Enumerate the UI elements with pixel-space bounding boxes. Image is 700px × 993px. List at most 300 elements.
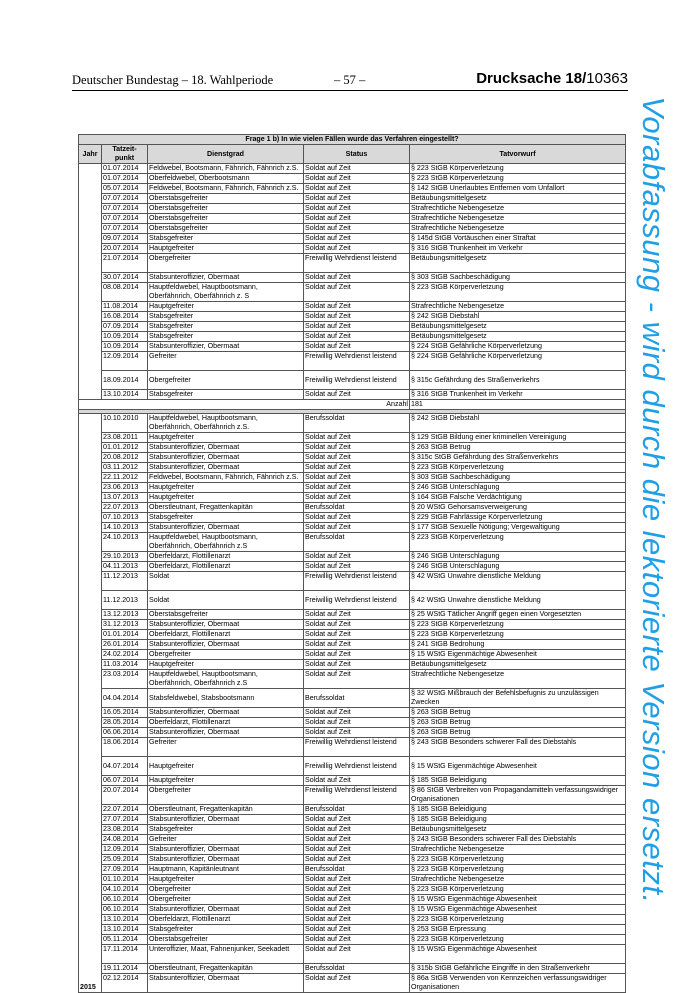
table-row xyxy=(79,915,626,925)
tatzeitpunkt-cell: 10.09.2014 xyxy=(102,332,148,342)
tatzeitpunkt-cell: 01.07.2014 xyxy=(102,164,148,174)
status-cell: Soldat auf Zeit xyxy=(304,194,410,204)
status-cell: Soldat auf Zeit xyxy=(304,610,410,620)
dienstgrad-cell: Hauptmann, Kapitänleutnant xyxy=(148,865,304,875)
status-cell: Soldat auf Zeit xyxy=(304,493,410,503)
tatvorwurf-cell: § 223 StGB Körperverletzung xyxy=(410,915,626,925)
results-table xyxy=(78,134,626,993)
tatzeitpunkt-cell: 31.12.2013 xyxy=(102,620,148,630)
table-row xyxy=(79,728,626,738)
table-row xyxy=(79,689,626,708)
dienstgrad-cell: Stabsunteroffizier, Obermaat xyxy=(148,728,304,738)
dienstgrad-cell: Oberfeldwebel, Oberbootsmann xyxy=(148,174,304,184)
tatzeitpunkt-cell: 11.08.2014 xyxy=(102,302,148,312)
tatvorwurf-cell: § 32 WStG Mißbrauch der Befehlsbefugnis zu unzulässigen Zwecken xyxy=(410,689,626,708)
tatzeitpunkt-cell: 22.07.2014 xyxy=(102,805,148,815)
tatvorwurf-cell: Betäubungsmittelgesetz xyxy=(410,660,626,670)
year-cell xyxy=(79,164,102,400)
table-row xyxy=(79,945,626,964)
status-cell: Soldat auf Zeit xyxy=(304,895,410,905)
dienstgrad-cell: Stabsgefreiter xyxy=(148,312,304,322)
tatzeitpunkt-cell: 16.08.2014 xyxy=(102,312,148,322)
sum-label: Anzahl xyxy=(79,400,410,410)
table-row xyxy=(79,708,626,718)
table-row xyxy=(79,776,626,786)
tatvorwurf-cell: § 242 StGB Diebstahl xyxy=(410,312,626,322)
tatzeitpunkt-cell: 01.01.2014 xyxy=(102,630,148,640)
dienstgrad-cell: Hauptgefreiter xyxy=(148,757,304,776)
dienstgrad-cell: Soldat xyxy=(148,591,304,610)
status-cell: Soldat auf Zeit xyxy=(304,670,410,689)
tatzeitpunkt-cell: 13.12.2013 xyxy=(102,610,148,620)
status-cell: Freiwillig Wehrdienst leistend xyxy=(304,738,410,757)
status-cell: Soldat auf Zeit xyxy=(304,620,410,630)
dienstgrad-cell: Oberfeldarzt, Flottillenarzt xyxy=(148,915,304,925)
status-cell: Soldat auf Zeit xyxy=(304,552,410,562)
dienstgrad-cell: Hauptgefreiter xyxy=(148,244,304,254)
status-cell: Soldat auf Zeit xyxy=(304,630,410,640)
table-row xyxy=(79,483,626,493)
dienstgrad-cell: Feldwebel, Bootsmann, Fähnrich, Fähnrich z.S. xyxy=(148,473,304,483)
table-row xyxy=(79,283,626,302)
table-row xyxy=(79,591,626,610)
tatzeitpunkt-cell: 13.10.2014 xyxy=(102,915,148,925)
tatvorwurf-cell: Strafrechtliche Nebengesetze xyxy=(410,204,626,214)
doc-label: Drucksache 18/ xyxy=(476,70,587,87)
tatzeitpunkt-cell: 30.07.2014 xyxy=(102,273,148,283)
dienstgrad-cell: Hauptgefreiter xyxy=(148,493,304,503)
tatvorwurf-cell: § 263 StGB Betrug xyxy=(410,718,626,728)
dienstgrad-cell: Oberstabsgefreiter xyxy=(148,214,304,224)
status-cell: Freiwillig Wehrdienst leistend xyxy=(304,352,410,371)
tatzeitpunkt-cell: 12.09.2014 xyxy=(102,845,148,855)
tatvorwurf-cell: § 129 StGB Bildung einer kriminellen Vereinigung xyxy=(410,433,626,443)
tatvorwurf-cell: Strafrechtliche Nebengesetze xyxy=(410,845,626,855)
table-title: Frage 1 b) In wie vielen Fällen wurde das Verfahren eingestellt? xyxy=(79,135,626,145)
tatvorwurf-cell: § 263 StGB Betrug xyxy=(410,728,626,738)
dienstgrad-cell: Stabsunteroffizier, Obermaat xyxy=(148,640,304,650)
tatzeitpunkt-cell: 04.07.2014 xyxy=(102,757,148,776)
tatvorwurf-cell: § 303 StGB Sachbeschädigung xyxy=(410,273,626,283)
status-cell: Berufssoldat xyxy=(304,964,410,974)
tatvorwurf-cell: § 145d StGB Vortäuschen einer Straftat xyxy=(410,234,626,244)
status-cell: Soldat auf Zeit xyxy=(304,915,410,925)
status-cell: Soldat auf Zeit xyxy=(304,214,410,224)
tatvorwurf-cell: § 241 StGB Bedrohung xyxy=(410,640,626,650)
table-row xyxy=(79,905,626,915)
tatvorwurf-cell: § 316 StGB Trunkenheit im Verkehr xyxy=(410,390,626,400)
table-row xyxy=(79,332,626,342)
table-row xyxy=(79,273,626,283)
dienstgrad-cell: Gefreiter xyxy=(148,835,304,845)
tatvorwurf-cell: § 223 StGB Körperverletzung xyxy=(410,630,626,640)
tatzeitpunkt-cell: 04.11.2013 xyxy=(102,562,148,572)
col-header-tatzeitpunkt: Tatzeit-punkt xyxy=(102,145,148,164)
tatzeitpunkt-cell: 04.04.2014 xyxy=(102,689,148,708)
dienstgrad-cell: Gefreiter xyxy=(148,738,304,757)
table-row xyxy=(79,371,626,390)
dienstgrad-cell: Stabsunteroffizier, Obermaat xyxy=(148,815,304,825)
table-row xyxy=(79,503,626,513)
table-row xyxy=(79,572,626,591)
tatvorwurf-cell: § 20 WStG Gehorsamsverweigerung xyxy=(410,503,626,513)
tatzeitpunkt-cell: 23.03.2014 xyxy=(102,670,148,689)
table-row xyxy=(79,935,626,945)
status-cell: Soldat auf Zeit xyxy=(304,332,410,342)
dienstgrad-cell: Oberstabsgefreiter xyxy=(148,610,304,620)
tatvorwurf-cell: § 15 WStG Eigenmächtige Abwesenheit xyxy=(410,757,626,776)
table-row xyxy=(79,493,626,503)
dienstgrad-cell: Hauptgefreiter xyxy=(148,483,304,493)
status-cell: Soldat auf Zeit xyxy=(304,776,410,786)
table-row xyxy=(79,885,626,895)
tatzeitpunkt-cell: 06.07.2014 xyxy=(102,776,148,786)
table-row xyxy=(79,214,626,224)
tatvorwurf-cell: § 223 StGB Körperverletzung xyxy=(410,885,626,895)
tatzeitpunkt-cell: 26.01.2014 xyxy=(102,640,148,650)
table-row xyxy=(79,352,626,371)
status-cell: Soldat auf Zeit xyxy=(304,443,410,453)
tatzeitpunkt-cell: 23.06.2013 xyxy=(102,483,148,493)
status-cell: Soldat auf Zeit xyxy=(304,483,410,493)
tatzeitpunkt-cell: 21.07.2014 xyxy=(102,254,148,273)
status-cell: Soldat auf Zeit xyxy=(304,855,410,865)
status-cell: Soldat auf Zeit xyxy=(304,164,410,174)
tatzeitpunkt-cell: 06.06.2014 xyxy=(102,728,148,738)
tatzeitpunkt-cell: 20.07.2014 xyxy=(102,786,148,805)
table-row xyxy=(79,610,626,620)
tatzeitpunkt-cell: 18.06.2014 xyxy=(102,738,148,757)
status-cell: Soldat auf Zeit xyxy=(304,283,410,302)
tatzeitpunkt-cell: 01.07.2014 xyxy=(102,174,148,184)
tatvorwurf-cell: § 315c StGB Gefährdung des Straßenverkehrs xyxy=(410,453,626,463)
table-row xyxy=(79,875,626,885)
tatvorwurf-cell: § 177 StGB Sexuelle Nötigung; Vergewaltigung xyxy=(410,523,626,533)
table-row xyxy=(79,204,626,214)
table-row xyxy=(79,786,626,805)
status-cell: Soldat auf Zeit xyxy=(304,650,410,660)
dienstgrad-cell: Stabsfeldwebel, Stabsbootsmann xyxy=(148,689,304,708)
tatvorwurf-cell: § 15 WStG Eigenmächtige Abwesenheit xyxy=(410,945,626,964)
dienstgrad-cell: Oberstabsgefreiter xyxy=(148,204,304,214)
status-cell: Soldat auf Zeit xyxy=(304,463,410,473)
tatzeitpunkt-cell: 07.09.2014 xyxy=(102,322,148,332)
status-cell: Soldat auf Zeit xyxy=(304,875,410,885)
table-row xyxy=(79,312,626,322)
tatvorwurf-cell: § 224 StGB Gefährliche Körperverletzung xyxy=(410,342,626,352)
tatzeitpunkt-cell: 23.08.2011 xyxy=(102,433,148,443)
status-cell: Soldat auf Zeit xyxy=(304,513,410,523)
tatzeitpunkt-cell: 22.07.2013 xyxy=(102,503,148,513)
status-cell: Soldat auf Zeit xyxy=(304,718,410,728)
tatzeitpunkt-cell: 07.10.2013 xyxy=(102,513,148,523)
status-cell: Soldat auf Zeit xyxy=(304,244,410,254)
table-row xyxy=(79,630,626,640)
tatvorwurf-cell: § 223 StGB Körperverletzung xyxy=(410,935,626,945)
page-number: – 57 – xyxy=(334,73,366,87)
tatvorwurf-cell: Strafrechtliche Nebengesetze xyxy=(410,670,626,689)
table-row xyxy=(79,865,626,875)
tatvorwurf-cell: § 185 StGB Beleidigung xyxy=(410,776,626,786)
tatzeitpunkt-cell: 23.08.2014 xyxy=(102,825,148,835)
status-cell: Soldat auf Zeit xyxy=(304,905,410,915)
tatzeitpunkt-cell: 11.03.2014 xyxy=(102,660,148,670)
tatzeitpunkt-cell: 29.10.2013 xyxy=(102,552,148,562)
dienstgrad-cell: Oberfeldarzt, Flottillenarzt xyxy=(148,718,304,728)
dienstgrad-cell: Stabsunteroffizier, Obermaat xyxy=(148,855,304,865)
page-header xyxy=(72,70,628,91)
status-cell: Berufssoldat xyxy=(304,689,410,708)
dienstgrad-cell: Stabsgefreiter xyxy=(148,513,304,523)
tatvorwurf-cell: § 86 StGB Verbreiten von Propagandamitteln verfassungswidriger Organisationen xyxy=(410,786,626,805)
status-cell: Berufssoldat xyxy=(304,414,410,433)
table-row xyxy=(79,523,626,533)
tatvorwurf-cell: § 25 WStG Tätlicher Angriff gegen einen Vorgesetzten xyxy=(410,610,626,620)
table-row xyxy=(79,473,626,483)
table-row xyxy=(79,650,626,660)
dienstgrad-cell: Unteroffizier, Maat, Fahnenjunker, Seekadett xyxy=(148,945,304,964)
table-row xyxy=(79,757,626,776)
table-row xyxy=(79,738,626,757)
table-row xyxy=(79,718,626,728)
table-row xyxy=(79,670,626,689)
table-row xyxy=(79,533,626,552)
tatzeitpunkt-cell: 11.12.2013 xyxy=(102,572,148,591)
table-row xyxy=(79,414,626,433)
dienstgrad-cell: Oberstleutnant, Fregattenkapitän xyxy=(148,964,304,974)
tatvorwurf-cell: § 223 StGB Körperverletzung xyxy=(410,174,626,184)
dienstgrad-cell: Oberstleutnant, Fregattenkapitän xyxy=(148,805,304,815)
tatvorwurf-cell: § 15 WStG Eigenmächtige Abwesenheit xyxy=(410,905,626,915)
status-cell: Soldat auf Zeit xyxy=(304,184,410,194)
status-cell: Berufssoldat xyxy=(304,805,410,815)
table-row xyxy=(79,302,626,312)
tatzeitpunkt-cell: 06.10.2014 xyxy=(102,905,148,915)
tatvorwurf-cell: § 315b StGB Gefährliche Eingriffe in den Straßenverkehr xyxy=(410,964,626,974)
dienstgrad-cell: Hauptfeldwebel, Hauptbootsmann, Oberfähnrich, Oberfähnrich z.S xyxy=(148,670,304,689)
dienstgrad-cell: Hauptgefreiter xyxy=(148,433,304,443)
status-cell: Soldat auf Zeit xyxy=(304,945,410,964)
status-cell: Soldat auf Zeit xyxy=(304,708,410,718)
tatvorwurf-cell: § 164 StGB Falsche Verdächtigung xyxy=(410,493,626,503)
tatzeitpunkt-cell: 14.10.2013 xyxy=(102,523,148,533)
tatvorwurf-cell: Strafrechtliche Nebengesetze xyxy=(410,875,626,885)
tatzeitpunkt-cell: 07.07.2014 xyxy=(102,194,148,204)
status-cell: Soldat auf Zeit xyxy=(304,925,410,935)
table-row xyxy=(79,815,626,825)
table-row xyxy=(79,254,626,273)
dienstgrad-cell: Stabsunteroffizier, Obermaat xyxy=(148,443,304,453)
dienstgrad-cell: Obergefreiter xyxy=(148,371,304,390)
dienstgrad-cell: Hauptgefreiter xyxy=(148,302,304,312)
tatvorwurf-cell: Betäubungsmittelgesetz xyxy=(410,254,626,273)
tatvorwurf-cell: § 142 StGB Unerlaubtes Entfernen vom Unfallort xyxy=(410,184,626,194)
tatzeitpunkt-cell: 01.10.2014 xyxy=(102,875,148,885)
tatzeitpunkt-cell: 22.11.2012 xyxy=(102,473,148,483)
tatzeitpunkt-cell: 05.07.2014 xyxy=(102,184,148,194)
dienstgrad-cell: Obergefreiter xyxy=(148,885,304,895)
tatzeitpunkt-cell: 27.07.2014 xyxy=(102,815,148,825)
status-cell: Freiwillig Wehrdienst leistend xyxy=(304,786,410,805)
tatzeitpunkt-cell: 11.12.2013 xyxy=(102,591,148,610)
dienstgrad-cell: Stabsunteroffizier, Obermaat xyxy=(148,463,304,473)
status-cell: Soldat auf Zeit xyxy=(304,302,410,312)
status-cell: Soldat auf Zeit xyxy=(304,273,410,283)
col-header-jahr: Jahr xyxy=(79,145,102,164)
status-cell: Berufssoldat xyxy=(304,503,410,513)
tatzeitpunkt-cell: 24.02.2014 xyxy=(102,650,148,660)
tatzeitpunkt-cell: 28.05.2014 xyxy=(102,718,148,728)
dienstgrad-cell: Hauptfeldwebel, Hauptbootsmann, Oberfähnrich, Oberfähnrich z.S xyxy=(148,533,304,552)
dienstgrad-cell: Oberfeldarzt, Flottillenarzt xyxy=(148,562,304,572)
table-row xyxy=(79,184,626,194)
tatvorwurf-cell: § 316 StGB Trunkenheit im Verkehr xyxy=(410,244,626,254)
dienstgrad-cell: Obergefreiter xyxy=(148,254,304,273)
table-row xyxy=(79,835,626,845)
tatvorwurf-cell: § 246 StGB Unterschlagung xyxy=(410,552,626,562)
status-cell: Berufssoldat xyxy=(304,865,410,875)
table-header-row xyxy=(79,145,626,164)
table-row xyxy=(79,224,626,234)
dienstgrad-cell: Stabsgefreiter xyxy=(148,322,304,332)
table-row xyxy=(79,620,626,630)
year-cell: 2015 xyxy=(79,414,102,993)
dienstgrad-cell: Hauptgefreiter xyxy=(148,875,304,885)
table-row xyxy=(79,552,626,562)
dienstgrad-cell: Oberstabsgefreiter xyxy=(148,935,304,945)
table-title-row xyxy=(79,135,626,145)
tatvorwurf-cell: § 15 WStG Eigenmächtige Abwesenheit xyxy=(410,895,626,905)
dienstgrad-cell: Stabsunteroffizier, Obermaat xyxy=(148,342,304,352)
tatzeitpunkt-cell: 25.09.2014 xyxy=(102,855,148,865)
tatzeitpunkt-cell: 20.08.2012 xyxy=(102,453,148,463)
tatzeitpunkt-cell: 10.09.2014 xyxy=(102,342,148,352)
dienstgrad-cell: Stabsunteroffizier, Obermaat xyxy=(148,620,304,630)
dienstgrad-cell: Stabsgefreiter xyxy=(148,332,304,342)
tatvorwurf-cell: Betäubungsmittelgesetz xyxy=(410,322,626,332)
status-cell: Freiwillig Wehrdienst leistend xyxy=(304,572,410,591)
tatvorwurf-cell: § 242 StGB Diebstahl xyxy=(410,414,626,433)
dienstgrad-cell: Hauptgefreiter xyxy=(148,660,304,670)
status-cell: Soldat auf Zeit xyxy=(304,473,410,483)
tatzeitpunkt-cell: 08.08.2014 xyxy=(102,283,148,302)
dienstgrad-cell: Stabsgefreiter xyxy=(148,825,304,835)
table-row xyxy=(79,244,626,254)
table-row xyxy=(79,895,626,905)
tatzeitpunkt-cell: 02.12.2014 xyxy=(102,974,148,993)
dienstgrad-cell: Stabsgefreiter xyxy=(148,234,304,244)
tatzeitpunkt-cell: 16.05.2014 xyxy=(102,708,148,718)
dienstgrad-cell: Obergefreiter xyxy=(148,650,304,660)
status-cell: Soldat auf Zeit xyxy=(304,885,410,895)
tatvorwurf-cell: § 303 StGB Sachbeschädigung xyxy=(410,473,626,483)
status-cell: Berufssoldat xyxy=(304,533,410,552)
dienstgrad-cell: Stabsunteroffizier, Obermaat xyxy=(148,974,304,993)
dienstgrad-cell: Obergefreiter xyxy=(148,786,304,805)
status-cell: Soldat auf Zeit xyxy=(304,845,410,855)
table-row xyxy=(79,845,626,855)
dienstgrad-cell: Obergefreiter xyxy=(148,895,304,905)
header-publication: Deutscher Bundestag – 18. Wahlperiode xyxy=(72,73,274,87)
status-cell: Soldat auf Zeit xyxy=(304,825,410,835)
table-row xyxy=(79,390,626,400)
tatvorwurf-cell: Strafrechtliche Nebengesetze xyxy=(410,224,626,234)
tatvorwurf-cell: Betäubungsmittelgesetz xyxy=(410,332,626,342)
status-cell: Soldat auf Zeit xyxy=(304,342,410,352)
table-row xyxy=(79,513,626,523)
dienstgrad-cell: Stabsunteroffizier, Obermaat xyxy=(148,708,304,718)
dienstgrad-cell: Stabsunteroffizier, Obermaat xyxy=(148,905,304,915)
status-cell: Soldat auf Zeit xyxy=(304,453,410,463)
sum-value: 181 xyxy=(410,400,626,410)
tatzeitpunkt-cell: 10.10.2010 xyxy=(102,414,148,433)
status-cell: Freiwillig Wehrdienst leistend xyxy=(304,254,410,273)
tatzeitpunkt-cell: 12.09.2014 xyxy=(102,352,148,371)
tatzeitpunkt-cell: 03.11.2012 xyxy=(102,463,148,473)
tatzeitpunkt-cell: 05.11.2014 xyxy=(102,935,148,945)
table-row xyxy=(79,964,626,974)
dienstgrad-cell: Stabsunteroffizier, Obermaat xyxy=(148,523,304,533)
tatzeitpunkt-cell: 27.09.2014 xyxy=(102,865,148,875)
table-row xyxy=(79,234,626,244)
dienstgrad-cell: Oberstabsgefreiter xyxy=(148,224,304,234)
preprint-watermark-text: Vorabfassung - wird durch die lektorierte Version ersetzt. xyxy=(636,96,671,904)
tatvorwurf-cell: § 263 StGB Betrug xyxy=(410,708,626,718)
status-cell: Soldat auf Zeit xyxy=(304,204,410,214)
status-cell: Soldat auf Zeit xyxy=(304,322,410,332)
dienstgrad-cell: Stabsgefreiter xyxy=(148,925,304,935)
status-cell: Soldat auf Zeit xyxy=(304,815,410,825)
status-cell: Soldat auf Zeit xyxy=(304,660,410,670)
table-row xyxy=(79,194,626,204)
tatzeitpunkt-cell: 04.10.2014 xyxy=(102,885,148,895)
tatzeitpunkt-cell: 01.01.2012 xyxy=(102,443,148,453)
tatvorwurf-cell: Strafrechtliche Nebengesetze xyxy=(410,214,626,224)
tatvorwurf-cell: § 243 StGB Besonders schwerer Fall des Diebstahls xyxy=(410,835,626,845)
table-row xyxy=(79,443,626,453)
tatvorwurf-cell: § 223 StGB Körperverletzung xyxy=(410,620,626,630)
dienstgrad-cell: Feldwebel, Bootsmann, Fähnrich, Fähnrich z.S. xyxy=(148,164,304,174)
table-row xyxy=(79,463,626,473)
status-cell: Soldat auf Zeit xyxy=(304,224,410,234)
status-cell: Soldat auf Zeit xyxy=(304,234,410,244)
status-cell: Freiwillig Wehrdienst leistend xyxy=(304,757,410,776)
table-row xyxy=(79,640,626,650)
tatzeitpunkt-cell: 24.10.2013 xyxy=(102,533,148,552)
dienstgrad-cell: Oberstabsgefreiter xyxy=(148,194,304,204)
tatzeitpunkt-cell: 07.07.2014 xyxy=(102,204,148,214)
status-cell: Soldat auf Zeit xyxy=(304,728,410,738)
tatzeitpunkt-cell: 06.10.2014 xyxy=(102,895,148,905)
status-cell: Soldat auf Zeit xyxy=(304,935,410,945)
tatzeitpunkt-cell: 17.11.2014 xyxy=(102,945,148,964)
table-row xyxy=(79,433,626,443)
tatvorwurf-cell: § 246 StGB Unterschlagung xyxy=(410,562,626,572)
table-row xyxy=(79,562,626,572)
status-cell: Soldat auf Zeit xyxy=(304,390,410,400)
tatvorwurf-cell: § 223 StGB Körperverletzung xyxy=(410,855,626,865)
col-header-dienstgrad: Dienstgrad xyxy=(148,145,304,164)
status-cell: Soldat auf Zeit xyxy=(304,523,410,533)
tatvorwurf-cell: Betäubungsmittelgesetz xyxy=(410,194,626,204)
tatzeitpunkt-cell: 13.07.2013 xyxy=(102,493,148,503)
tatzeitpunkt-cell: 19.11.2014 xyxy=(102,964,148,974)
status-cell: Soldat auf Zeit xyxy=(304,562,410,572)
dienstgrad-cell: Stabsunteroffizier, Obermaat xyxy=(148,453,304,463)
tatvorwurf-cell: § 223 StGB Körperverletzung xyxy=(410,463,626,473)
status-cell: Soldat auf Zeit xyxy=(304,974,410,993)
status-cell: Soldat auf Zeit xyxy=(304,174,410,184)
